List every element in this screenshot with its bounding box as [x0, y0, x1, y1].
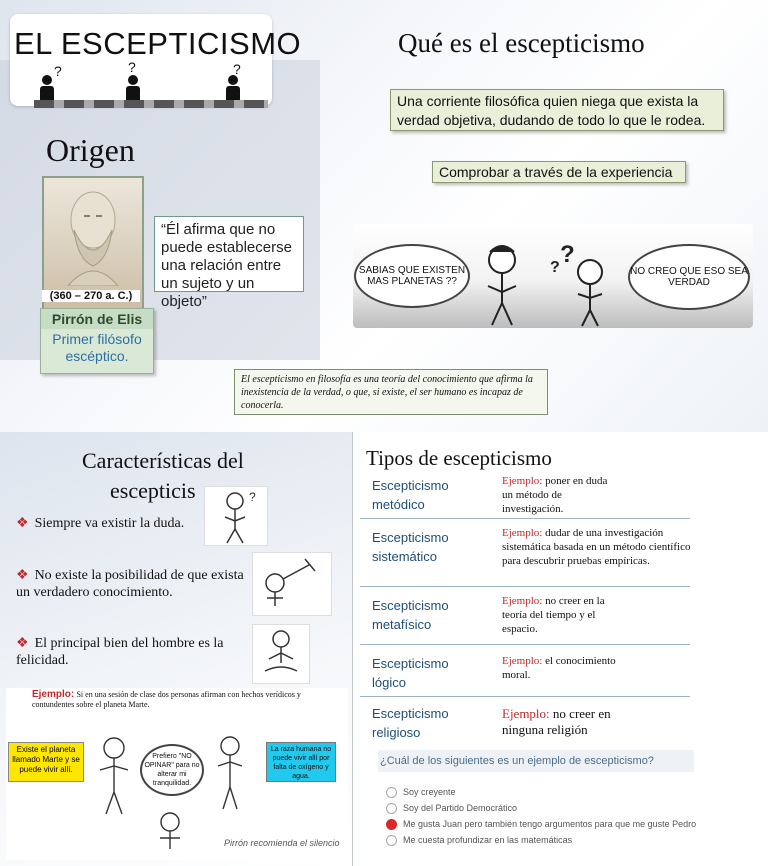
svg-text:?: ? — [54, 63, 62, 79]
ejemplo-text: Ejemplo: Si en una sesión de clase dos personas afirman con hechos verídicos y contundentes sobre el planeta Marte. — [32, 689, 301, 709]
tipo-desc: Ejemplo: no creer en ninguna religión — [502, 706, 611, 737]
quiz-option-2[interactable]: Soy del Partido Democrático — [386, 803, 517, 814]
caracteristica-item-2: ❖ No existe la posibilidad de que exista un verdadero conocimiento. — [16, 568, 244, 600]
tipo-desc: Ejemplo: dudar de una investigación sistemática basada en un método científico para descubrir pruebas empíricas. — [502, 527, 691, 567]
pirron-label — [40, 308, 154, 374]
quiz-option-3[interactable]: Me gusta Juan pero también tengo argumentos para que me guste Pedro — [386, 819, 696, 830]
svg-text:?: ? — [560, 241, 575, 268]
tipo-desc: Ejemplo: poner en duda un método de investigación. — [502, 475, 608, 515]
ejemplo-speech-bubble: Prefiero "NO OPINAR" para no alterar mi tranquilidad. — [140, 744, 204, 796]
pirron-dates: (360 – 270 a. C.) — [42, 290, 140, 302]
tipo-row — [360, 700, 690, 746]
origen-heading: Origen — [46, 132, 135, 168]
caracteristicas-heading-line2: escepticis — [110, 478, 196, 503]
ejemplo-caption: Pirrón recomienda el silencio — [224, 838, 340, 848]
ejemplo-yellow-note: Existe el planeta llamado Marte y se puede vivir allí. — [8, 742, 84, 782]
tipo-name: Escepticismo metafísico — [372, 598, 449, 632]
tipo-row — [360, 588, 690, 645]
speech-bubble-left: SABIAS QUE EXISTEN MAS PLANETAS ?? — [354, 244, 470, 308]
tipo-name: Escepticismo religioso — [372, 706, 449, 740]
speech-bubble-right: NO CREO QUE ESO SEA VERDAD — [628, 244, 750, 310]
quiz-option-4[interactable]: Me cuesta profundizar en las matemáticas — [386, 835, 572, 846]
ejemplo-cyan-note: La raza humana no puede vivir allí por falta de oxígeno y agua. — [266, 742, 336, 782]
quiz-question: ¿Cuál de los siguientes es un ejemplo de escepticismo? — [378, 750, 694, 772]
meditating-figure-icon — [252, 624, 310, 684]
tipo-name: Escepticismo metódico — [372, 478, 449, 512]
radio-icon[interactable] — [386, 835, 397, 846]
tipo-row — [360, 646, 690, 697]
method-box: Comprobar a través de la experiencia — [432, 161, 686, 183]
svg-text:?: ? — [550, 259, 560, 276]
tipo-name: Escepticismo sistemático — [372, 530, 449, 564]
tipo-desc: Ejemplo: el conocimiento moral. — [502, 655, 616, 681]
que-es-heading: Qué es el escepticismo — [398, 28, 645, 58]
bust-icon — [58, 186, 128, 286]
page-title: EL ESCEPTICISMO — [14, 26, 302, 61]
svg-text:?: ? — [233, 62, 241, 77]
radio-selected-icon[interactable] — [386, 819, 397, 830]
caracteristicas-heading-line1: Características del — [82, 448, 244, 473]
pirron-name: Pirrón de Elis — [41, 309, 153, 329]
svg-text:?: ? — [128, 62, 136, 75]
definition-italic: El escepticismo en filosofía es una teoría del conocimiento que afirma la inexistencia de la verdad, o que, si existe, el ser humano es incapaz de conocerla. — [234, 369, 548, 415]
pirron-quote: “Él afirma que no puede establecerse una relación entre un sujeto y un objeto” — [154, 216, 304, 292]
radio-icon[interactable] — [386, 803, 397, 814]
cartoon-characters-icon — [470, 238, 620, 330]
radio-icon[interactable] — [386, 787, 397, 798]
quiz-option-1[interactable]: Soy creyente — [386, 787, 456, 798]
hammer-figure-icon — [252, 552, 332, 616]
stone-divider — [34, 100, 268, 108]
definition-box: Una corriente filosófica quien niega que exista la verdad objetiva, dudando de todo lo que le rodea. — [390, 89, 724, 131]
tipo-desc: Ejemplo: no creer en la teoría del tiempo y el espacio. — [502, 595, 605, 635]
caracteristica-item-1: ❖ Siempre va existir la duda. — [16, 516, 185, 531]
tipo-row — [360, 520, 690, 587]
svg-text:?: ? — [249, 490, 256, 504]
tipo-row — [360, 472, 690, 519]
pirron-role: Primer filósofo escéptico. — [52, 331, 142, 364]
tipo-name: Escepticismo lógico — [372, 656, 449, 690]
tipos-heading: Tipos de escepticismo — [366, 446, 552, 470]
caracteristica-item-3: ❖ El principal bien del hombre es la felicidad. — [16, 636, 224, 668]
